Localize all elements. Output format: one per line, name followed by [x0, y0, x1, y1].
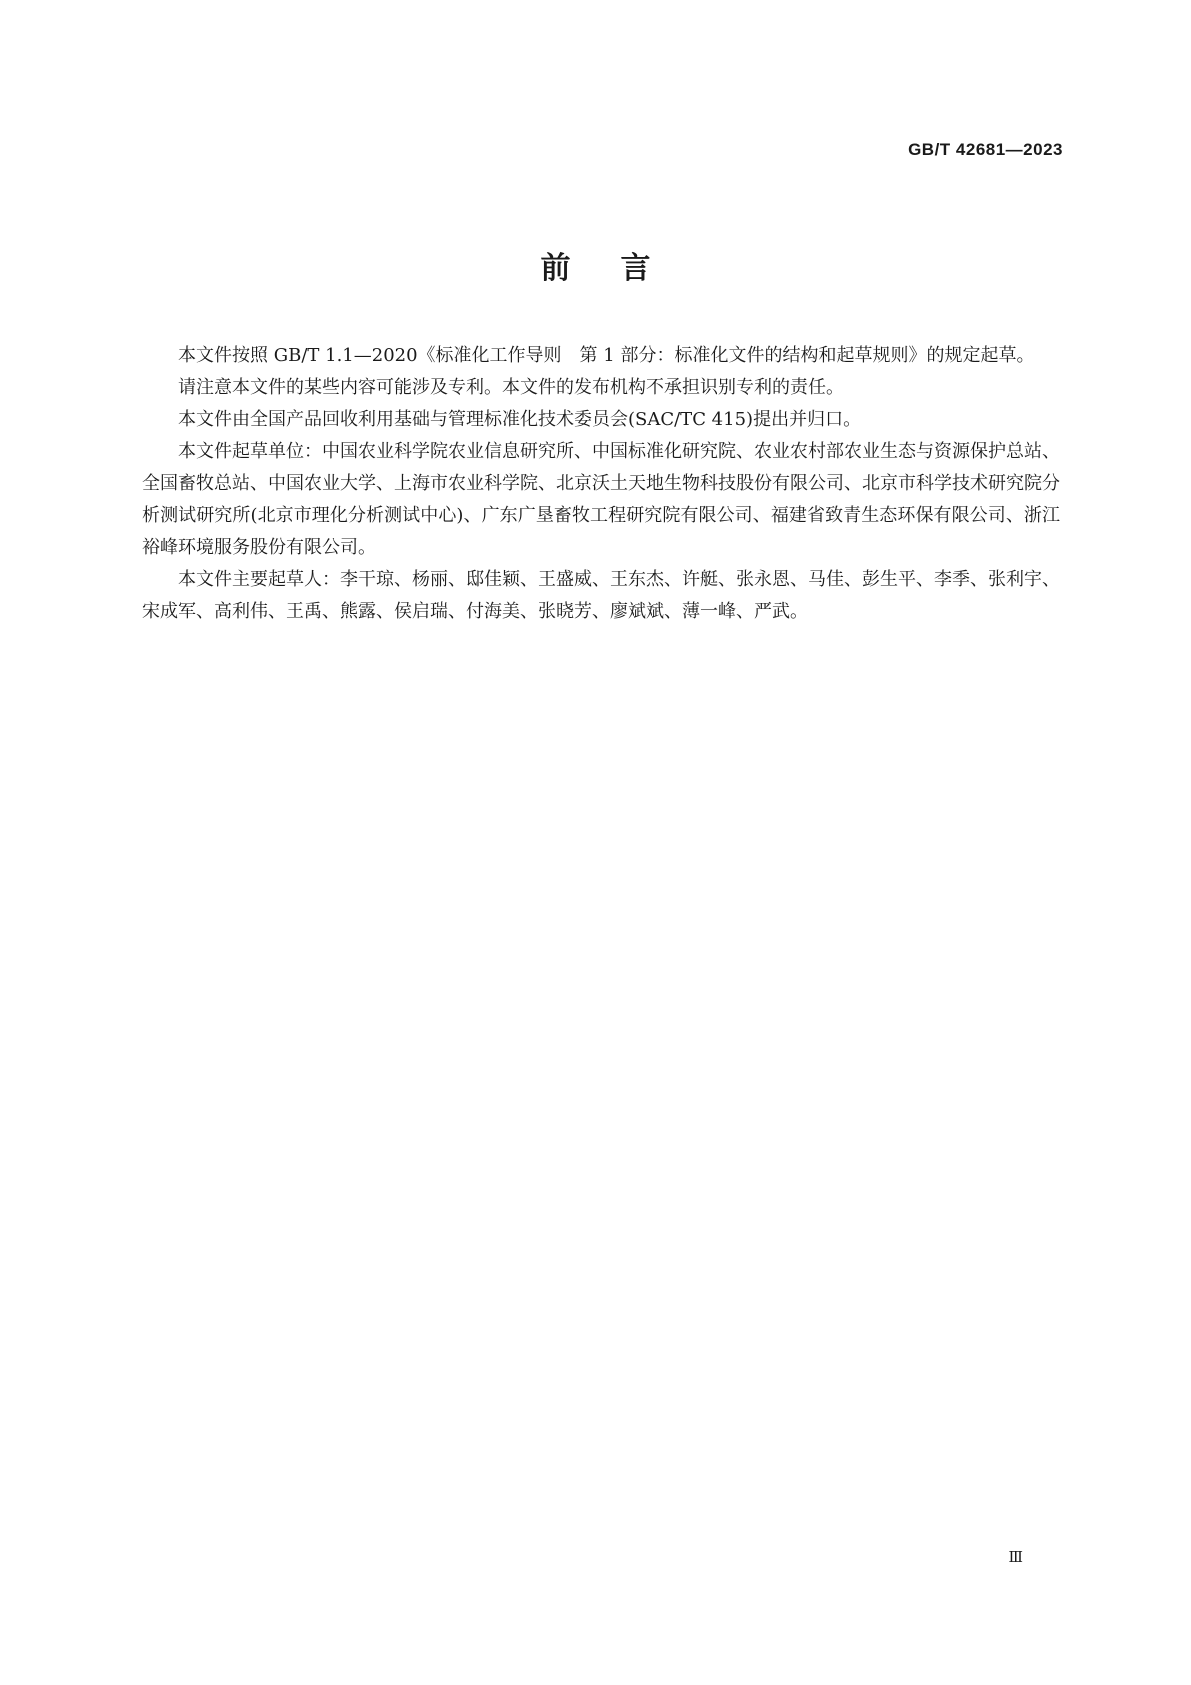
paragraph-drafting-units: 本文件起草单位：中国农业科学院农业信息研究所、中国标准化研究院、农业农村部农业生态与资源保护总站、全国畜牧总站、中国农业大学、上海市农业科学院、北京沃土天地生物科技股份有限公司、北京市科学技术研究院分析测试研究所(北京市理化分析测试中心)、广东广垦畜牧工程研究院有限公司、福建省致青生态环保有限公司、浙江裕峰环境服务股份有限公司。	[142, 441, 1060, 558]
standard-number: GB/T 42681—2023	[908, 140, 1063, 159]
page-title: 前言	[540, 251, 701, 286]
foreword-body	[142, 340, 1060, 628]
paragraph-patent-notice: 请注意本文件的某些内容可能涉及专利。本文件的发布机构不承担识别专利的责任。	[178, 377, 844, 398]
paragraph-drafting-rules: 本文件按照 GB/T 1.1—2020《标准化工作导则 第 1 部分：标准化文件的结构和起草规则》的规定起草。	[178, 345, 1035, 366]
page-number: Ⅲ	[1008, 1548, 1023, 1566]
paragraph-drafters: 本文件主要起草人：李干琼、杨丽、邸佳颖、王盛威、王东杰、许艇、张永恩、马佳、彭生平、李季、张利宇、宋成军、高利伟、王禹、熊露、侯启瑞、付海美、张晓芳、廖斌斌、薄一峰、严武。	[142, 569, 1060, 622]
paragraph-proposer: 本文件由全国产品回收利用基础与管理标准化技术委员会(SAC/TC 415)提出并归口。	[178, 409, 862, 430]
